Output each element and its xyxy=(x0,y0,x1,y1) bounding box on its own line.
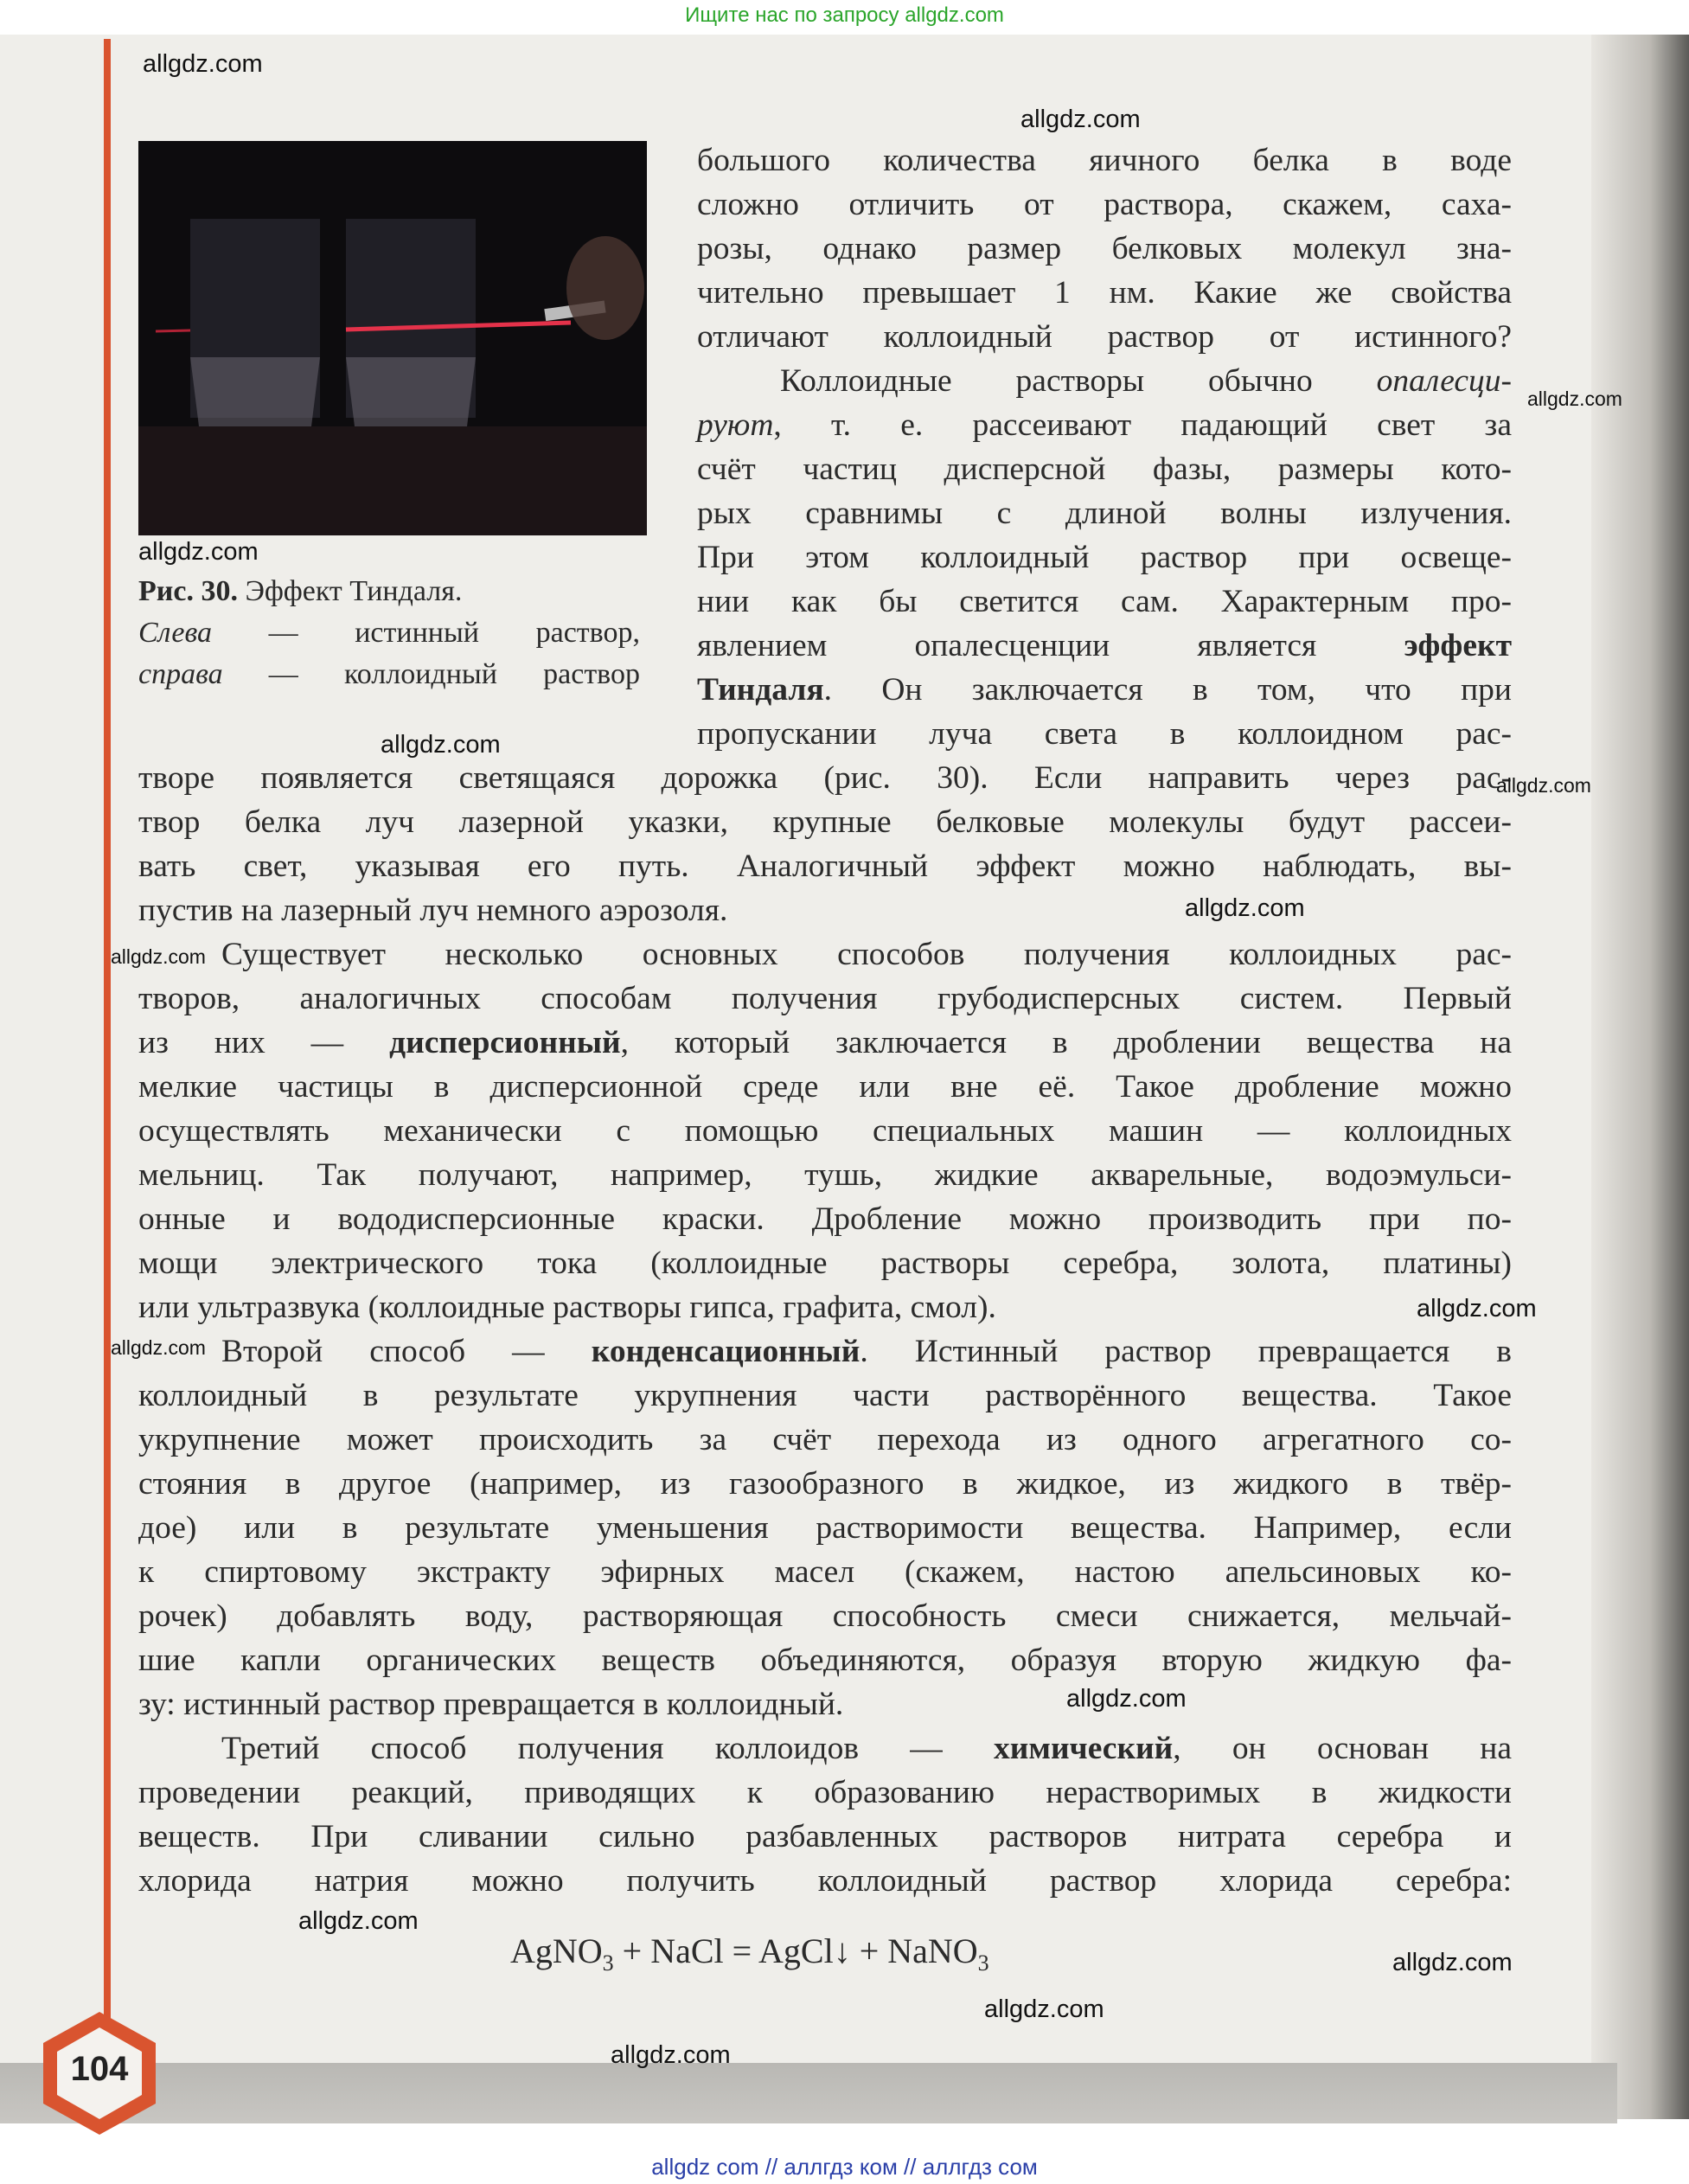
equation-subscript: 3 xyxy=(977,1950,989,1976)
text-run: , он основан на xyxy=(1173,1731,1513,1766)
equation-part: + NaCl = AgCl↓ + NaNO xyxy=(613,1931,978,1970)
text-line: твор белка луч лазерной указки, крупные белковые молекулы будут рассеи- xyxy=(138,804,1512,840)
text-line: Существует несколько основных способов получения коллоидных рас- xyxy=(221,937,1512,972)
text-line: пропускании луча света в коллоидном рас- xyxy=(697,716,1512,752)
text-run: . Он заключается в том, что при xyxy=(823,672,1512,708)
side-column-text xyxy=(697,138,1512,756)
watermark: allgdz.com xyxy=(1066,1685,1187,1713)
text-line xyxy=(138,1726,1512,1771)
watermark: allgdz.com xyxy=(1392,1949,1513,1976)
text-line: счёт частиц дисперсной фазы, размеры кото- xyxy=(697,452,1512,487)
bold-term: химический xyxy=(994,1731,1174,1766)
italic-term: опалесци- xyxy=(1376,363,1512,399)
watermark: allgdz.com xyxy=(111,945,206,968)
text-line: к спиртовому экстракту эфирных масел (скажем, настою апельсиновых ко- xyxy=(138,1554,1512,1590)
text-run: явлением опалесценции является xyxy=(697,628,1317,663)
page-number: 104 xyxy=(70,2050,129,2088)
watermark: allgdz.com xyxy=(1527,387,1622,410)
text-line xyxy=(697,668,1512,712)
caption-line3: — коллоидный раствор xyxy=(222,658,640,690)
text-run: Коллоидные растворы обычно xyxy=(780,363,1313,399)
watermark: allgdz.com xyxy=(298,1907,419,1935)
text-run: , который заключается в дроблении вещества на xyxy=(620,1025,1512,1060)
text-line xyxy=(697,624,1512,668)
text-line: рых сравнимы с длиной волны излучения. xyxy=(697,496,1512,531)
caption-left-word: Слева xyxy=(138,617,212,649)
text-line: чительно превышает 1 нм. Какие же свойства xyxy=(697,275,1512,311)
watermark: allgdz.com xyxy=(1417,1295,1537,1323)
text-line: осуществлять механически с помощью специальных машин — коллоидных xyxy=(138,1113,1512,1149)
text-run: Второй способ — xyxy=(221,1334,545,1369)
text-line: отличают коллоидный раствор от истинного? xyxy=(697,319,1512,355)
figure-title: Эффект Тиндаля. xyxy=(245,575,463,607)
footer-links[interactable]: allgdz com // аллгдз ком // аллгдз сом xyxy=(651,2154,1038,2180)
text-line: мелкие частицы в дисперсионной среде или вне её. Такое дробление можно xyxy=(138,1069,1512,1105)
margin-rule xyxy=(104,39,111,2059)
bold-term: эффект xyxy=(1404,628,1512,663)
text-line: розы, однако размер белковых молекул зна- xyxy=(697,231,1512,266)
watermark: allgdz.com xyxy=(1185,894,1305,922)
watermark: allgdz.com xyxy=(143,50,263,78)
figure-caption xyxy=(138,571,640,695)
bold-term: дисперсионный xyxy=(389,1025,621,1060)
equation-subscript: 3 xyxy=(602,1950,614,1976)
text-line: вать свет, указывая его путь. Аналогичный эффект можно наблюдать, вы- xyxy=(138,849,1512,884)
figure-label: Рис. 30. xyxy=(138,575,238,607)
italic-term: руют xyxy=(697,407,774,443)
text-line xyxy=(697,359,1512,403)
text-run: из них — xyxy=(138,1025,344,1060)
text-line: рочек) добавлять воду, растворяющая способность смеси снижается, мельчай- xyxy=(138,1598,1512,1634)
text-line: хлорида натрия можно получить коллоидный раствор хлорида серебра: xyxy=(138,1863,1512,1899)
watermark: allgdz.com xyxy=(111,1336,206,1359)
watermark: allgdz.com xyxy=(138,538,259,566)
bold-term: конденсационный xyxy=(591,1334,860,1369)
watermark: allgdz.com xyxy=(611,2041,731,2069)
equation-part: AgNO xyxy=(510,1931,603,1970)
header-search-link[interactable]: Ищите нас по запросу allgdz.com xyxy=(685,3,1004,27)
text-line: нии как бы светится сам. Характерным про- xyxy=(697,584,1512,619)
watermark: allgdz.com xyxy=(1496,774,1591,797)
page-footer-band xyxy=(0,2063,1617,2123)
text-line: сложно отличить от раствора, скажем, саха- xyxy=(697,187,1512,222)
watermark: allgdz.com xyxy=(984,1995,1104,2023)
text-line: мощи электрического тока (коллоидные растворы серебра, золота, платины) xyxy=(138,1246,1512,1281)
text-line xyxy=(138,1021,1512,1065)
tyndall-effect-photo xyxy=(138,141,647,535)
text-line: творов, аналогичных способам получения грубодисперсных систем. Первый xyxy=(138,981,1512,1016)
text-line: дое) или в результате уменьшения растворимости вещества. Например, если xyxy=(138,1510,1512,1546)
text-line: коллоидный в результате укрупнения части растворённого вещества. Такое xyxy=(138,1378,1512,1413)
text-line: шие капли органических веществ объединяются, образуя вторую жидкую фа- xyxy=(138,1643,1512,1678)
text-line: большого количества яичного белка в воде xyxy=(697,143,1512,178)
text-line: При этом коллоидный раствор при освеще- xyxy=(697,540,1512,575)
text-line: пустив на лазерный луч немного аэрозоля. xyxy=(138,893,728,928)
text-run: , т. е. рассеивают падающий свет за xyxy=(773,407,1512,443)
text-run: . Истинный раствор превращается в xyxy=(860,1334,1512,1369)
text-line xyxy=(697,403,1512,447)
text-line: онные и вододисперсионные краски. Дробление можно производить при по- xyxy=(138,1201,1512,1237)
text-line xyxy=(138,1329,1512,1374)
watermark: allgdz.com xyxy=(1020,106,1141,133)
text-run: Третий способ получения коллоидов — xyxy=(221,1731,943,1766)
text-line: веществ. При сливании сильно разбавленных растворов нитрата серебра и xyxy=(138,1819,1512,1854)
text-line: или ультразвука (коллоидные растворы гипса, графита, смол). xyxy=(138,1290,996,1325)
text-line: творе появляется светящаяся дорожка (рис. 30). Если направить через рас- xyxy=(138,760,1512,796)
text-line: зу: истинный раствор превращается в коллоидный. xyxy=(138,1687,844,1722)
bold-term: Тиндаля xyxy=(697,672,824,708)
text-line: стояния в другое (например, из газообразного в жидкое, из жидкого в твёр- xyxy=(138,1466,1512,1502)
text-line: укрупнение может происходить за счёт перехода из одного агрегатного со- xyxy=(138,1422,1512,1457)
watermark: allgdz.com xyxy=(381,731,501,759)
chemical-equation xyxy=(510,1931,989,1976)
text-line: мельниц. Так получают, например, тушь, жидкие акварельные, водоэмульси- xyxy=(138,1157,1512,1193)
page-edge-shadow xyxy=(1591,35,1689,2119)
caption-right-word: справа xyxy=(138,658,223,690)
main-text xyxy=(138,756,1512,1903)
text-line: проведении реакций, приводящих к образованию нерастворимых в жидкости xyxy=(138,1775,1512,1810)
caption-line2: — истинный раствор, xyxy=(211,617,640,649)
